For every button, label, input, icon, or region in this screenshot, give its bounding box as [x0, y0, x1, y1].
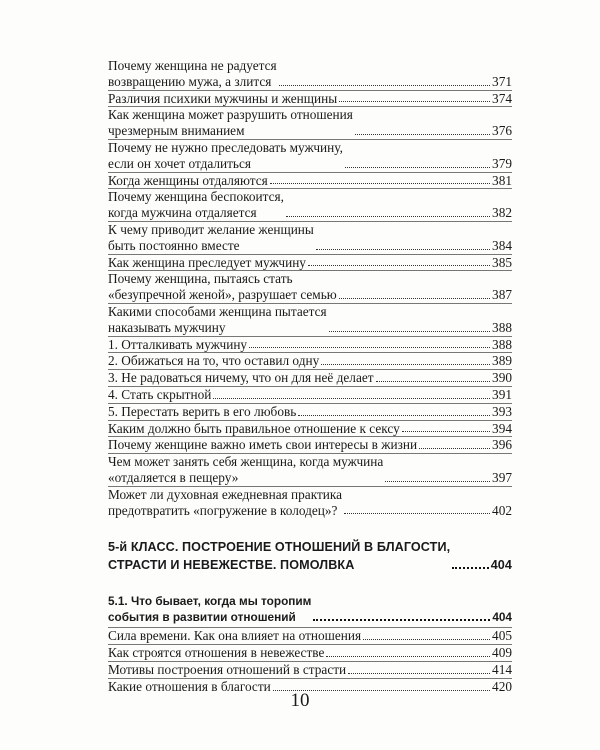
toc-entry-title: [108, 304, 327, 336]
toc-entry[interactable]: [108, 369, 512, 386]
toc-entry-title-line: Почему женщине важно иметь свои интересы в жизни: [108, 437, 418, 453]
toc-entry-title: [108, 628, 361, 644]
toc-entry-title-line: Чем может занять себя женщина, когда мужчина: [108, 454, 384, 470]
toc-entry[interactable]: [108, 486, 512, 519]
dot-leader: [344, 513, 490, 514]
dot-leader: [213, 398, 490, 399]
toc-entry[interactable]: [108, 386, 512, 403]
toc-entry[interactable]: [108, 270, 512, 303]
toc-entry-title-line: Почему женщина, пытаясь стать: [108, 271, 293, 287]
toc-entry-title: [108, 662, 346, 678]
toc-entry-title-line: 4. Стать скрытной: [108, 386, 212, 402]
toc-entry-title-line: Как женщина преследует мужчину: [108, 254, 306, 270]
dot-leader: [452, 567, 488, 569]
toc-entry[interactable]: [108, 303, 512, 336]
toc-entry-title-line: 3. Не радоваться ничему, что он для неё делает: [108, 370, 374, 386]
toc-entry-page-number: 374: [492, 90, 512, 106]
dot-leader: [270, 183, 490, 184]
dot-leader: [402, 431, 490, 432]
toc-entry-title: [108, 645, 324, 661]
toc-entry-page-number: 389: [492, 353, 512, 369]
dot-leader: [286, 216, 490, 217]
toc-entry[interactable]: [108, 352, 512, 369]
toc-entry-title-line: когда мужчина отдаляется: [108, 205, 257, 221]
toc-entry-title-line: К чему приводит желание женщины: [108, 221, 314, 237]
toc-entry[interactable]: [108, 254, 512, 271]
toc-entry[interactable]: [108, 453, 512, 486]
toc-entry-page-number: 387: [492, 287, 512, 303]
toc-entry-title-line: возвращению мужа, а злится: [108, 73, 272, 89]
toc-entry-page-number: 393: [492, 403, 512, 419]
dot-leader: [316, 249, 490, 250]
page-number: 10: [290, 690, 310, 711]
toc-entry-title: [108, 487, 342, 519]
toc-entry-page-number: 381: [492, 172, 512, 188]
dot-leader: [355, 134, 490, 135]
toc-entry[interactable]: [108, 221, 512, 254]
chapter-title: [108, 539, 450, 574]
toc-entry[interactable]: [108, 403, 512, 420]
toc-entry-title: [108, 454, 383, 486]
toc-entry-page-number: 385: [492, 254, 512, 270]
toc-entry-page-number: 409: [492, 645, 512, 661]
toc-entry[interactable]: [108, 627, 512, 644]
dot-leader: [419, 448, 490, 449]
toc-entry-page-number: 388: [492, 319, 512, 335]
toc-entry-title: [108, 370, 374, 386]
toc-entry-page-number: 414: [492, 661, 512, 677]
toc-entry-page-number: 382: [492, 205, 512, 221]
toc-entry[interactable]: [108, 188, 512, 221]
chapter-title-line-1: 5-й КЛАСС. ПОСТРОЕНИЕ ОТНОШЕНИЙ В БЛАГОСТИ,: [108, 540, 451, 555]
toc-entry-page-number: 390: [492, 370, 512, 386]
chapter-page-number: 404: [490, 557, 512, 572]
toc-entry[interactable]: [108, 172, 512, 189]
dot-leader: [339, 298, 490, 299]
dot-leader: [326, 656, 490, 657]
toc-entry[interactable]: [108, 58, 512, 90]
dot-leader: [308, 265, 490, 266]
toc-entry-title-line: наказывать мужчину: [108, 319, 226, 335]
toc-entry-title: [108, 91, 337, 107]
toc-entry-title-line: Как строятся отношения в невежестве: [108, 645, 325, 661]
toc-entry-page-number: 420: [492, 678, 512, 694]
toc-entry-title-line: чрезмерным вниманием: [108, 123, 245, 139]
toc-entry-page-number: 405: [492, 628, 512, 644]
toc-entry-page-number: 402: [492, 502, 512, 518]
dot-leader: [348, 673, 490, 674]
dot-leader: [376, 381, 490, 382]
dot-leader: [321, 364, 490, 365]
toc-entry[interactable]: [108, 420, 512, 437]
toc-entry-title-line: Какие отношения в благости: [108, 678, 271, 694]
toc-entry-title: [108, 337, 247, 353]
dot-leader: [279, 85, 490, 86]
toc-entry-title: [108, 404, 296, 420]
toc-entry-title-line: Мотивы построения отношений в страсти: [108, 661, 347, 677]
toc-entry-title-line: Почему не нужно преследовать мужчину,: [108, 139, 343, 155]
toc-entry-title: [108, 437, 417, 453]
toc-entry-page-number: 391: [492, 386, 512, 402]
toc-entry[interactable]: [108, 90, 512, 107]
toc-entry-page-number: 376: [492, 123, 512, 139]
toc-entry-page-number: 396: [492, 437, 512, 453]
toc-entry-title-line: Почему женщина не радуется: [108, 58, 277, 73]
toc-entry-title-line: Когда женщины отдаляются: [108, 172, 268, 188]
toc-entry-title-line: предотвратить «погружение в колодец»?: [108, 502, 338, 518]
toc-entry[interactable]: [108, 336, 512, 353]
dot-leader: [363, 639, 490, 640]
dot-leader: [345, 167, 490, 168]
toc-entry-title-line: быть постоянно вместе: [108, 237, 240, 253]
toc-entry-page-number: 371: [492, 73, 512, 89]
toc-entry-title: [108, 255, 306, 271]
dot-leader: [249, 347, 490, 348]
toc-entry-title: [108, 173, 268, 189]
toc-entry-title-line: Каким должно быть правильное отношение к сексу: [108, 420, 400, 436]
dot-leader: [339, 101, 490, 102]
dot-leader: [313, 619, 490, 621]
toc-entry-title: [108, 353, 319, 369]
toc-entry-page-number: 394: [492, 420, 512, 436]
toc-entry-page-number: 384: [492, 237, 512, 253]
toc-entry-title: [108, 107, 353, 139]
toc-section-entries: [108, 627, 512, 694]
toc-entry[interactable]: [108, 106, 512, 139]
section-title: [108, 594, 311, 625]
toc-entry-title-line: Сила времени. Как она влияет на отношения: [108, 628, 362, 644]
toc-entry-title: [108, 387, 211, 403]
table-of-contents: [108, 58, 512, 695]
toc-entry-title: [108, 271, 337, 303]
toc-entry-page-number: 397: [492, 469, 512, 485]
toc-chapter-entry[interactable]: [108, 539, 512, 574]
dot-leader: [298, 415, 490, 416]
toc-entry[interactable]: [108, 661, 512, 678]
dot-leader: [385, 481, 490, 482]
toc-entry-title-line: «отдаляется в пещеру»: [108, 469, 239, 485]
toc-entry-title: [108, 189, 284, 221]
toc-entry-title-line: Различия психики мужчины и женщины: [108, 90, 338, 106]
toc-entry-title: [108, 222, 314, 254]
toc-entry-title-line: «безупречной женой», разрушает семью: [108, 287, 337, 303]
toc-entry-title-line: Как женщина может разрушить отношения: [108, 107, 353, 123]
section-title-line-1: 5.1. Что бывает, когда мы торопим: [108, 594, 312, 609]
toc-entry-title-line: Почему женщина беспокоится,: [108, 189, 284, 205]
toc-entry-title-line: 2. Обижаться на то, что оставил одну: [108, 353, 320, 369]
toc-entry-title-line: 1. Отталкивать мужчину: [108, 336, 248, 352]
dot-leader: [329, 331, 490, 332]
toc-entry-title: [108, 140, 343, 172]
toc-entry-title: [108, 58, 277, 90]
toc-entry-page-number: 388: [492, 336, 512, 352]
toc-entries: [108, 58, 512, 518]
section-title-line-2: события в развитии отношений: [108, 609, 296, 624]
section-page-number: 404: [492, 609, 512, 624]
toc-entry-title-line: Может ли духовная ежедневная практика: [108, 486, 343, 502]
toc-entry-title-line: если он хочет отдалиться: [108, 155, 252, 171]
toc-entry-page-number: 379: [492, 155, 512, 171]
toc-entry[interactable]: [108, 644, 512, 661]
toc-section-entry[interactable]: [108, 594, 512, 625]
toc-entry-title: [108, 421, 400, 437]
chapter-title-line-2: СТРАСТИ И НЕВЕЖЕСТВЕ. ПОМОЛВКА: [108, 557, 355, 572]
toc-entry-title-line: 5. Перестать верить в его любовь: [108, 403, 297, 419]
toc-entry[interactable]: [108, 139, 512, 172]
toc-entry[interactable]: [108, 436, 512, 453]
toc-entry-title-line: Какими способами женщина пытается: [108, 303, 327, 319]
